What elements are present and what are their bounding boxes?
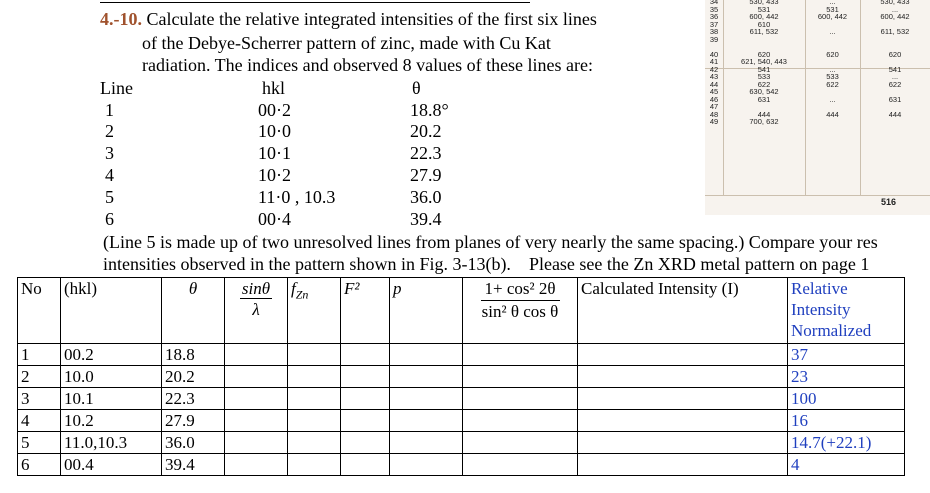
ref-cell: 39 <box>709 34 719 44</box>
cell-empty <box>225 454 288 476</box>
ref-cell: ... <box>829 27 836 36</box>
top-rule <box>100 2 530 3</box>
ref-cell: 700, 632 <box>749 117 779 126</box>
ref-cell: 621, 540, 443 <box>741 57 787 66</box>
header-sin-lambda <box>225 278 288 344</box>
cell-theta: 18.8 <box>162 344 225 366</box>
ref-cell: 444 <box>888 109 902 119</box>
cell-empty <box>341 388 390 410</box>
lp-numerator: 1+ cos² 2θ <box>481 278 560 301</box>
intro-cell: 00·2 <box>258 100 291 120</box>
ref-col-c <box>860 0 930 126</box>
cell-empty <box>341 454 390 476</box>
cell-empty <box>578 432 788 454</box>
cell-empty <box>578 344 788 366</box>
intro-cell: 22.3 <box>410 143 442 163</box>
cell-relative: 37 <box>788 344 905 366</box>
problem-text-1: Calculate the relative integrated intensities of the first six lines <box>146 9 597 29</box>
header-relative-intensity: Relative Intensity Normalized <box>788 278 905 344</box>
ref-cell: 611, 532 <box>749 27 779 36</box>
cell-empty <box>288 432 341 454</box>
f-symbol: f <box>291 279 296 298</box>
ref-cell: 622 <box>757 79 771 89</box>
cell-no: 5 <box>18 432 61 454</box>
intro-cell: 10·1 <box>258 143 291 163</box>
cell-relative: 23 <box>788 366 905 388</box>
cell-hkl: 00.2 <box>61 344 162 366</box>
ref-cell: 44 <box>709 79 719 89</box>
intro-cell: 20.2 <box>410 121 442 141</box>
ref-cell: 620 <box>826 49 839 59</box>
problem-line-2: of the Debye-Scherrer pattern of zinc, made with Cu Kat <box>142 33 551 53</box>
cell-relative: 16 <box>788 410 905 432</box>
intro-cell: 5 <box>105 187 114 207</box>
cell-empty <box>463 432 578 454</box>
ref-cell: 36 <box>709 12 719 21</box>
header-hkl: (hkl) <box>61 278 162 344</box>
intro-cell: 4 <box>105 165 114 185</box>
cell-no: 3 <box>18 388 61 410</box>
ref-cell: 600, 442 <box>880 12 910 21</box>
intro-cell: 1 <box>105 100 114 120</box>
header-lp-factor <box>463 278 578 344</box>
note-line-2b: Please see the Zn XRD metal pattern on page 1 <box>528 254 870 274</box>
cell-no: 2 <box>18 366 61 388</box>
cell-empty <box>288 410 341 432</box>
cell-hkl: 11.0,10.3 <box>61 432 162 454</box>
ref-cell: 444 <box>757 109 771 119</box>
ref-cell: 40 <box>709 49 719 59</box>
cell-no: 6 <box>18 454 61 476</box>
intro-cell: 10·2 <box>258 165 291 185</box>
table-header-row <box>18 278 905 344</box>
cell-empty <box>463 410 578 432</box>
lp-denominator: sin² θ cos θ <box>481 302 559 321</box>
intro-header-line: Line <box>100 78 133 98</box>
ref-cell: 600, 442 <box>817 12 848 21</box>
cell-empty <box>225 344 288 366</box>
ref-cell: ... <box>829 64 836 74</box>
ref-cell: 622 <box>888 79 902 89</box>
cell-empty <box>341 366 390 388</box>
note-line-1: (Line 5 is made up of two unresolved lines from planes of very nearly the same spacing.) Compare your res <box>103 232 878 252</box>
ref-cell: 620 <box>757 49 771 59</box>
ref-cell: 630, 542 <box>749 87 779 96</box>
cell-hkl: 10.1 <box>61 388 162 410</box>
ref-cell: 631 <box>757 94 771 104</box>
ref-cell: 530, 433 <box>749 0 779 6</box>
ref-cell: 600, 442 <box>749 12 779 21</box>
ref-cell: 37 <box>709 19 719 29</box>
cell-empty <box>288 388 341 410</box>
ref-cell <box>860 118 930 126</box>
cell-empty <box>463 344 578 366</box>
sin-numerator: sinθ <box>241 279 271 298</box>
intro-cell: 6 <box>105 209 114 229</box>
intensity-table <box>17 277 905 476</box>
cell-empty <box>463 454 578 476</box>
cell-empty <box>341 344 390 366</box>
ref-cell: 533 <box>826 72 839 81</box>
cell-empty <box>578 366 788 388</box>
ref-cell: 38 <box>709 27 719 36</box>
cell-empty <box>341 432 390 454</box>
ref-cell: 43 <box>709 72 719 81</box>
cell-hkl: 00.4 <box>61 454 162 476</box>
f-subscript: Zn <box>295 287 309 302</box>
ref-cell: 610 <box>757 19 771 29</box>
ref-cell: ... <box>829 94 836 104</box>
cell-no: 4 <box>18 410 61 432</box>
cell-theta: 36.0 <box>162 432 225 454</box>
ref-cell: 531 <box>826 4 839 14</box>
ref-cell: ... <box>891 72 899 81</box>
ref-cell: 541 <box>757 64 771 74</box>
cell-empty <box>390 388 463 410</box>
ref-cell: 533 <box>757 72 771 81</box>
ref-divider <box>705 195 930 196</box>
cell-empty <box>390 454 463 476</box>
problem-line-1 <box>100 9 597 30</box>
ref-cell: 47 <box>709 102 719 111</box>
intro-cell: 18.8° <box>410 100 449 120</box>
ref-cell: 620 <box>888 49 902 59</box>
intro-cell: 10·0 <box>258 121 291 141</box>
sin-denominator: λ <box>252 300 260 319</box>
cell-hkl: 10.0 <box>61 366 162 388</box>
cell-empty <box>390 344 463 366</box>
table-row <box>18 388 905 410</box>
problem-number: 4.-10. <box>100 9 142 29</box>
cell-empty <box>390 432 463 454</box>
header-f <box>288 278 341 344</box>
table-row <box>18 432 905 454</box>
header-calculated-intensity: Calculated Intensity (I) <box>578 278 788 344</box>
cell-empty <box>463 388 578 410</box>
cell-no: 1 <box>18 344 61 366</box>
intro-cell: 39.4 <box>410 209 442 229</box>
table-row <box>18 344 905 366</box>
cell-empty <box>341 410 390 432</box>
cell-empty <box>578 454 788 476</box>
ref-cell: 48 <box>709 109 719 119</box>
ref-cell: 42 <box>709 64 719 74</box>
table-row <box>18 454 905 476</box>
header-F2: F² <box>341 278 390 344</box>
header-theta: θ <box>162 278 225 344</box>
cell-empty <box>463 366 578 388</box>
cell-relative: 4 <box>788 454 905 476</box>
ref-cell: 531 <box>757 4 771 14</box>
cell-empty <box>578 410 788 432</box>
header-no: No <box>18 278 61 344</box>
ref-col-index <box>705 0 723 126</box>
intro-header-hkl: hkl <box>262 78 286 98</box>
cell-relative: 100 <box>788 388 905 410</box>
cell-theta: 27.9 <box>162 410 225 432</box>
cell-hkl: 10.2 <box>61 410 162 432</box>
cell-theta: 20.2 <box>162 366 225 388</box>
ref-cell: 45 <box>709 87 719 96</box>
intro-cell: 00·4 <box>258 209 291 229</box>
ref-cell: 622 <box>826 79 839 89</box>
intro-cell: 3 <box>105 143 114 163</box>
ref-cell: 35 <box>709 4 719 14</box>
ref-cell <box>805 118 860 126</box>
cell-empty <box>390 410 463 432</box>
ref-cell: 611, 532 <box>880 27 910 36</box>
ref-cell: 46 <box>709 94 719 104</box>
ref-cell: 444 <box>826 109 839 119</box>
ref-cell: 530, 433 <box>880 0 910 6</box>
cell-empty <box>225 366 288 388</box>
ref-cell: ... <box>829 0 836 6</box>
ref-cell: 631 <box>888 94 902 104</box>
note-line-2 <box>103 254 869 275</box>
cell-empty <box>578 388 788 410</box>
ref-cell: ... <box>891 4 899 14</box>
cell-relative: 14.7(+22.1) <box>788 432 905 454</box>
table-row <box>18 366 905 388</box>
cell-empty <box>225 388 288 410</box>
cell-empty <box>225 410 288 432</box>
cell-empty <box>288 454 341 476</box>
header-p: p <box>390 278 463 344</box>
ref-cell: 541 <box>888 64 902 74</box>
cell-empty <box>288 344 341 366</box>
cell-theta: 39.4 <box>162 454 225 476</box>
intro-cell: 36.0 <box>410 187 442 207</box>
ref-cell: 49 <box>709 117 719 126</box>
cell-empty <box>288 366 341 388</box>
note-line-2a: intensities observed in the pattern shown in Fig. 3-13(b). <box>103 254 511 274</box>
intro-cell: 2 <box>105 121 114 141</box>
intro-cell: 11·0 , 10.3 <box>258 187 336 207</box>
cell-empty <box>225 432 288 454</box>
table-row <box>18 410 905 432</box>
intro-header-theta: θ <box>412 78 421 98</box>
ref-cell: 34 <box>709 0 719 6</box>
problem-line-3: radiation. The indices and observed 8 values of these lines are: <box>142 55 594 75</box>
ref-cell: 41 <box>709 57 719 66</box>
intro-cell: 27.9 <box>410 165 442 185</box>
cell-theta: 22.3 <box>162 388 225 410</box>
ref-page-number: 516 <box>881 197 897 207</box>
ref-col-a <box>723 0 805 126</box>
ref-col-b <box>805 0 860 126</box>
reference-table-image <box>705 0 930 215</box>
cell-empty <box>390 366 463 388</box>
